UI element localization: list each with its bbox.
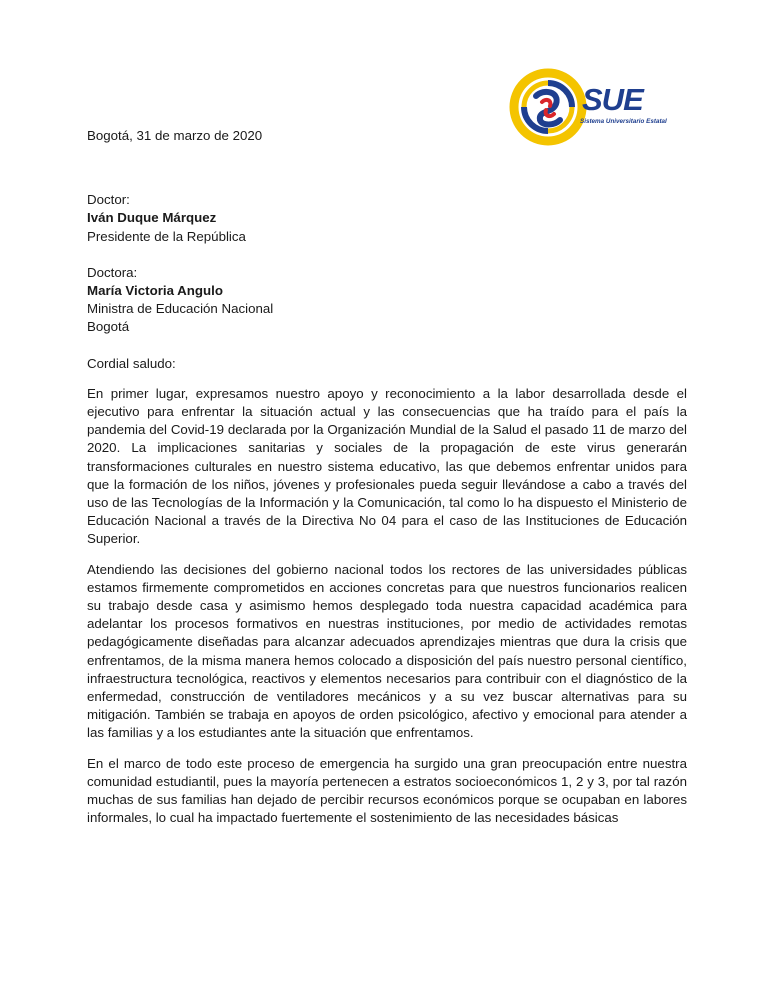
recipient-1-name: Iván Duque Márquez [87,210,217,226]
letter-date: Bogotá, 31 de marzo de 2020 [87,128,263,143]
paragraph-1: En primer lugar, expresamos nuestro apoyo y reconocimiento a la labor desarrollada desde el ejecutivo para enfrentar la situación actual y las consecuencias que ha traído para el país la pandemia del Covid-19 declarada por la Organización Mundial de la Salud el pasado 11 de marzo del 2020. La implicaciones sanitarias y sociales de la propagación de este virus generarán transformaciones culturales en nuestro sistema educativo, las que debemos enfrentar unidos para que la formación de los niños, jóvenes y profesionales pueda seguir llevándose a cabo a través del uso de las Tecnologías de la Información y la Comunicación, tal como lo ha dispuesto el Ministerio de Educación Nacional a través de la Directiva No 04 para el caso de las Instituciones de Educación Superior. [87,385,687,547]
letter-body [87,127,687,840]
recipient-2-name: María Victoria Angulo [87,283,223,299]
paragraph-3: En el marco de todo este proceso de emergencia ha surgido una gran preocupación entre nuestra comunidad estudiantil, pues la mayoría pertenecen a estratos socioeconómicos 1, 2 y 3, por tal razón muchas de sus familias han dejado de percibir recursos económicos porque se ocupaban en labores informales, lo cual ha impactado fuertemente el sostenimiento de las necesidades básicas [87,755,687,826]
recipient-2 [87,264,687,337]
recipient-1-role: Presidente de la República [87,228,246,244]
paragraph-2: Atendiendo las decisiones del gobierno nacional todos los rectores de las universidades públicas estamos firmemente comprometidos en acciones concretas para que nuestros funcionarios realicen su trabajo desde casa y asimismo hemos desplegado toda nuestra capacidad académica para adelantar los procesos formativos en nuestras instituciones, por medio de actividades remotas pedagógicamente diseñadas para alcanzar adecuados aprendizajes mientras que dura la crisis que enfrentamos, de la misma manera hemos colocado a disposición del país nuestro personal científico, infraestructura tecnológica, reactivos y elementos necesarios para contribuir con el diagnóstico de la enfermedad, construcción de ventiladores mecánicos y a su vez buscar alternativas para su mitigación. También se trabaja en apoyos de orden psicológico, afectivo y emocional para atender a las familias y a los estudiantes ante la situación que enfrentamos. [87,561,687,741]
recipient-2-title: Doctora: [87,264,138,280]
recipient-2-role: Ministra de Educación Nacional [87,301,274,317]
logo-subtitle: Sistema Universitario Estatal [580,118,667,125]
greeting: Cordial saludo: [87,355,176,371]
logo-acronym: SUE [582,82,643,117]
recipient-1-title: Doctor: [87,192,130,208]
recipient-2-city: Bogotá [87,319,130,335]
recipient-1 [87,191,687,246]
